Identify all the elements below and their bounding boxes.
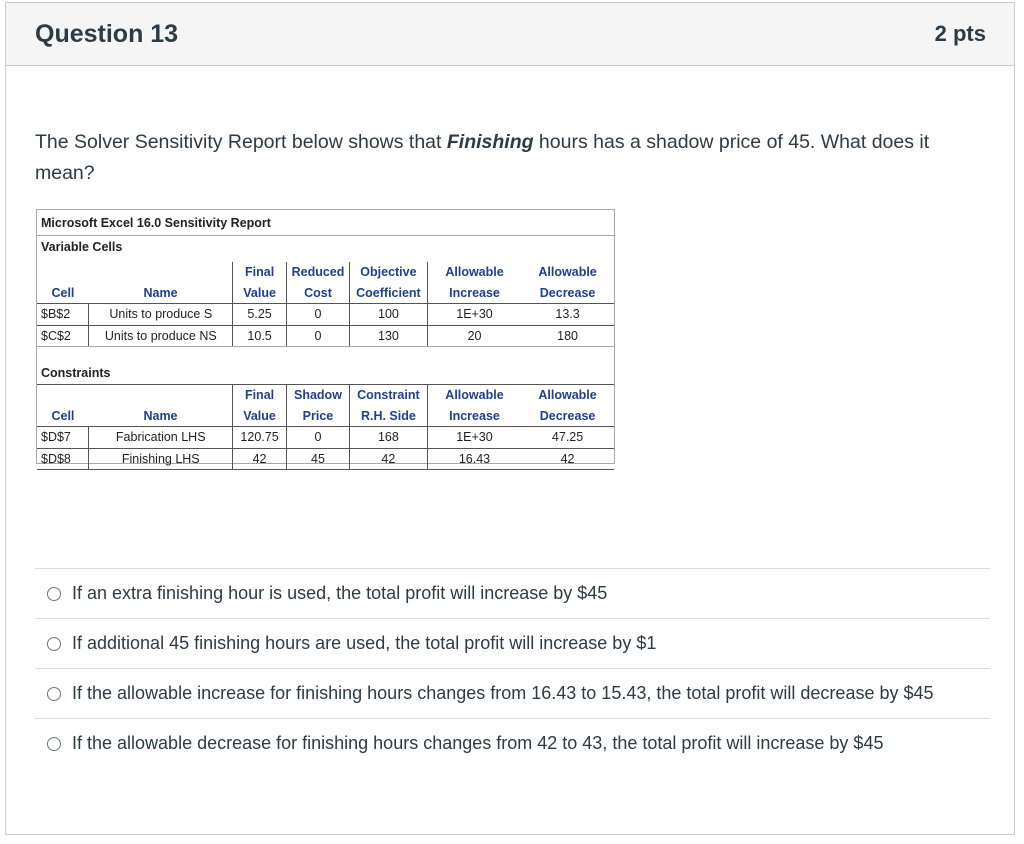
constraint-header-cell: Price [287,406,350,427]
report-divider [37,235,614,236]
question-points: 2 pts [934,21,986,46]
question-text [35,127,985,189]
variable-header-cell [37,262,89,283]
constraint-cell: 42 [233,448,287,470]
sensitivity-report-image [36,209,615,464]
constraint-header-cell: Shadow [287,385,350,406]
constraint-row [37,448,614,470]
radio-button[interactable] [47,637,61,651]
question-header [6,3,1014,66]
answer-option[interactable] [35,618,990,668]
constraint-cell: $D$7 [37,427,89,449]
constraint-header-cell [89,385,233,406]
constraint-cell: 16.43 [427,448,521,470]
variable-cell: 0 [287,304,350,326]
constraint-header-cell: Cell [37,406,89,427]
constraint-header-cell: Name [89,406,233,427]
constraint-cell: Finishing LHS [89,448,233,470]
constraint-cell: 42 [521,448,614,470]
answer-option[interactable] [35,568,990,618]
constraint-header-row-1 [37,385,614,406]
variable-header-cell: Allowable [538,265,597,280]
variable-cell: 13.3 [521,304,614,326]
constraint-header-cell: Value [233,406,287,427]
answer-option[interactable] [35,718,990,768]
constraint-cell: 42 [349,448,427,470]
variable-header-cell: Decrease [521,283,614,304]
variable-cell: 0 [287,325,350,347]
constraint-cell: 1E+30 [427,427,521,449]
constraint-row [37,427,614,449]
answer-label[interactable]: If additional 45 finishing hours are used, the total profit will increase by $1 [72,633,657,653]
variable-row [37,304,614,326]
variable-header-cell [89,262,233,283]
constraint-cell: $D$8 [37,448,89,470]
constraint-header-cell [37,385,89,406]
variable-header-cell: Increase [427,283,521,304]
radio-button[interactable] [47,587,61,601]
report-title: Microsoft Excel 16.0 Sensitivity Report [41,216,271,230]
constraint-header-cell: Constraint [349,385,427,406]
variable-cell: 10.5 [233,325,287,347]
question-text-emphasis: Finishing [446,131,534,153]
constraint-header-cell: Decrease [521,406,614,427]
constraint-cell: 45 [287,448,350,470]
variable-cell: 130 [349,325,427,347]
constraint-header-cell: Allowable [427,385,521,406]
constraint-header-cell: Final [233,385,287,406]
constraint-header-cell: Increase [427,406,521,427]
constraint-header-row-2 [37,406,614,427]
answer-label[interactable]: If the allowable increase for finishing hours changes from 16.43 to 15.43, the total profit will decrease by $45 [72,683,934,703]
variable-header-cell: Coefficient [349,283,427,304]
variable-cell: 100 [349,304,427,326]
variable-header-cell: Allowable [427,262,521,283]
constraint-cell: 120.75 [233,427,287,449]
variable-cells-heading: Variable Cells [41,240,123,254]
question-title: Question 13 [35,19,179,48]
variable-row [37,325,614,347]
variable-header-cell: Objective [349,262,427,283]
variable-cell: 5.25 [233,304,287,326]
answer-label[interactable]: If an extra finishing hour is used, the total profit will increase by $45 [72,583,608,603]
variable-header-cell: Reduced [287,262,350,283]
constraint-cell: Fabrication LHS [89,427,233,449]
constraints-table [37,384,614,470]
variable-header-cell: Cost [287,283,350,304]
variable-header-cell: Name [89,283,233,304]
constraint-header-cell: Allowable [521,385,614,406]
report-divider [37,346,614,347]
question-text-after: hours has a shadow price of 45. What does it mean? [35,131,930,184]
constraint-cell: 47.25 [521,427,614,449]
variable-cell: $B$2 [37,304,89,326]
answer-options [35,568,990,768]
answer-option[interactable] [35,668,990,718]
constraints-heading: Constraints [41,366,111,380]
constraint-header-cell: R.H. Side [349,406,427,427]
constraint-cell: 168 [349,427,427,449]
variable-header-row-2 [37,283,614,304]
variable-cells-table [37,262,614,347]
variable-cell: $C$2 [37,325,89,347]
variable-header-cell: Value [233,283,287,304]
variable-cell: 1E+30 [427,304,521,326]
answer-label[interactable]: If the allowable decrease for finishing hours changes from 42 to 43, the total profit will increase by $45 [72,733,884,753]
variable-header-row-1 [37,262,614,283]
variable-cell: 180 [521,325,614,347]
radio-button[interactable] [47,737,61,751]
variable-cell: Units to produce S [89,304,233,326]
variable-cell: Units to produce NS [89,325,233,347]
constraint-cell: 0 [287,427,350,449]
variable-header-cell: Cell [37,283,89,304]
question-card [5,2,1015,835]
question-text-before: The Solver Sensitivity Report below shows that [35,131,447,153]
radio-button[interactable] [47,687,61,701]
variable-cell: 20 [427,325,521,347]
variable-header-cell: Final [233,262,287,283]
